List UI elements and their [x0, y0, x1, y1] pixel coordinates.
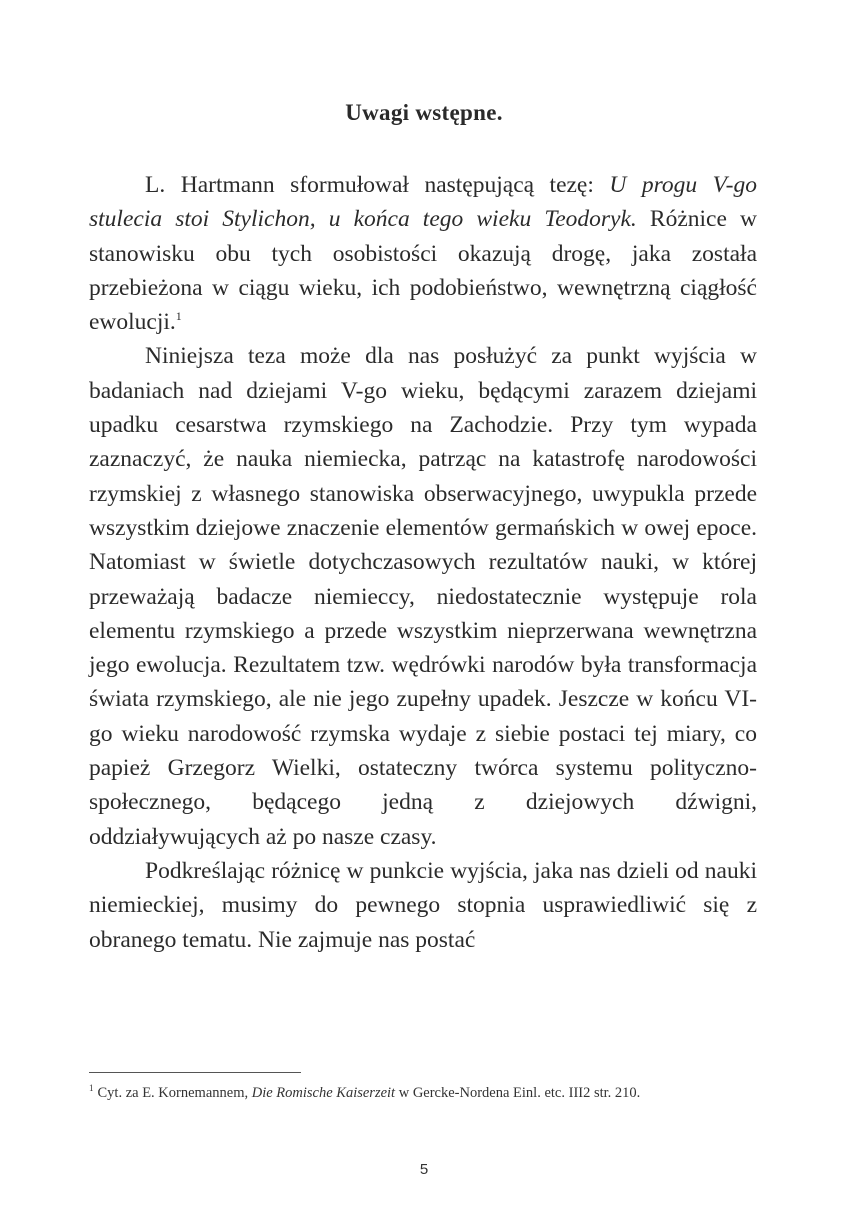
- footnote-suffix: w Gercke-Nordena Einl. etc. III2 str. 210.: [395, 1085, 641, 1101]
- paragraph-2: Niniejsza teza może dla nas posłużyć za punkt wyjścia w badaniach nad dziejami V-go wieku, będącymi zarazem dziejami upadku cesarstwa rzymskiego na Zachodzie. Przy tym wypada zaznaczyć, że nauka niemiecka, patrząc na katastrofę narodowości rzymskiej z własnego stanowiska obserwacyjnego, uwypukla przede wszystkim dziejowe znaczenie elementów germańskich w owej epoce. Natomiast w świetle dotychczasowych rezultatów nauki, w której przeważają badacze niemieccy, niedostatecznie występuje rola elementu rzymskiego a przede wszystkim nieprzerwana wewnętrzna jego ewolucja. Rezultatem tzw. wędrówki narodów była transformacja świata rzymskiego, ale nie jego zupełny upadek. Jeszcze w końcu VI-go wieku narodowość rzymska wydaje z siebie postaci tej miary, co papież Grzegorz Wielki, ostateczny twórca systemu polityczno-społecznego, będącego jedną z dziejowych dźwigni, oddziaływujących aż po nasze czasy.: [89, 343, 757, 850]
- footnote-reference[interactable]: 1: [175, 309, 182, 324]
- page-number: 5: [419, 1161, 429, 1178]
- page-title: Uwagi wstępne.: [345, 100, 503, 125]
- hartmann-quote: U progu V-go stulecia stoi Stylichon, u końca tego wieku Teodoryk.: [89, 172, 757, 233]
- paragraph-3: Podkreślając różnicę w punkcie wyjścia, jaka nas dzieli od nauki niemieckiej, musimy do pewnego stopnia usprawiedliwić się z obranego tematu. Nie zajmuje nas postać: [89, 857, 757, 953]
- footnote-work-title: Die Romische Kaiserzeit: [251, 1085, 396, 1101]
- footnote-mark: 1: [89, 1083, 94, 1094]
- paragraph-1: [89, 168, 757, 339]
- footnote-prefix: Cyt. za E. Kornemannem,: [97, 1085, 252, 1101]
- footnote: [89, 1083, 757, 1103]
- paragraph-1-rest: Różnice w stanowisku obu tych osobistości okazują drogę, jaka została przebieżona w ciągu wieku, ich podobieństwo, wewnętrzną ciągłość ewolucji.: [89, 206, 757, 336]
- paragraph-1-intro: L. Hartmann sformułował następującą tezę:: [145, 172, 610, 198]
- main-text: [89, 168, 757, 957]
- footnote-divider: [89, 1072, 301, 1073]
